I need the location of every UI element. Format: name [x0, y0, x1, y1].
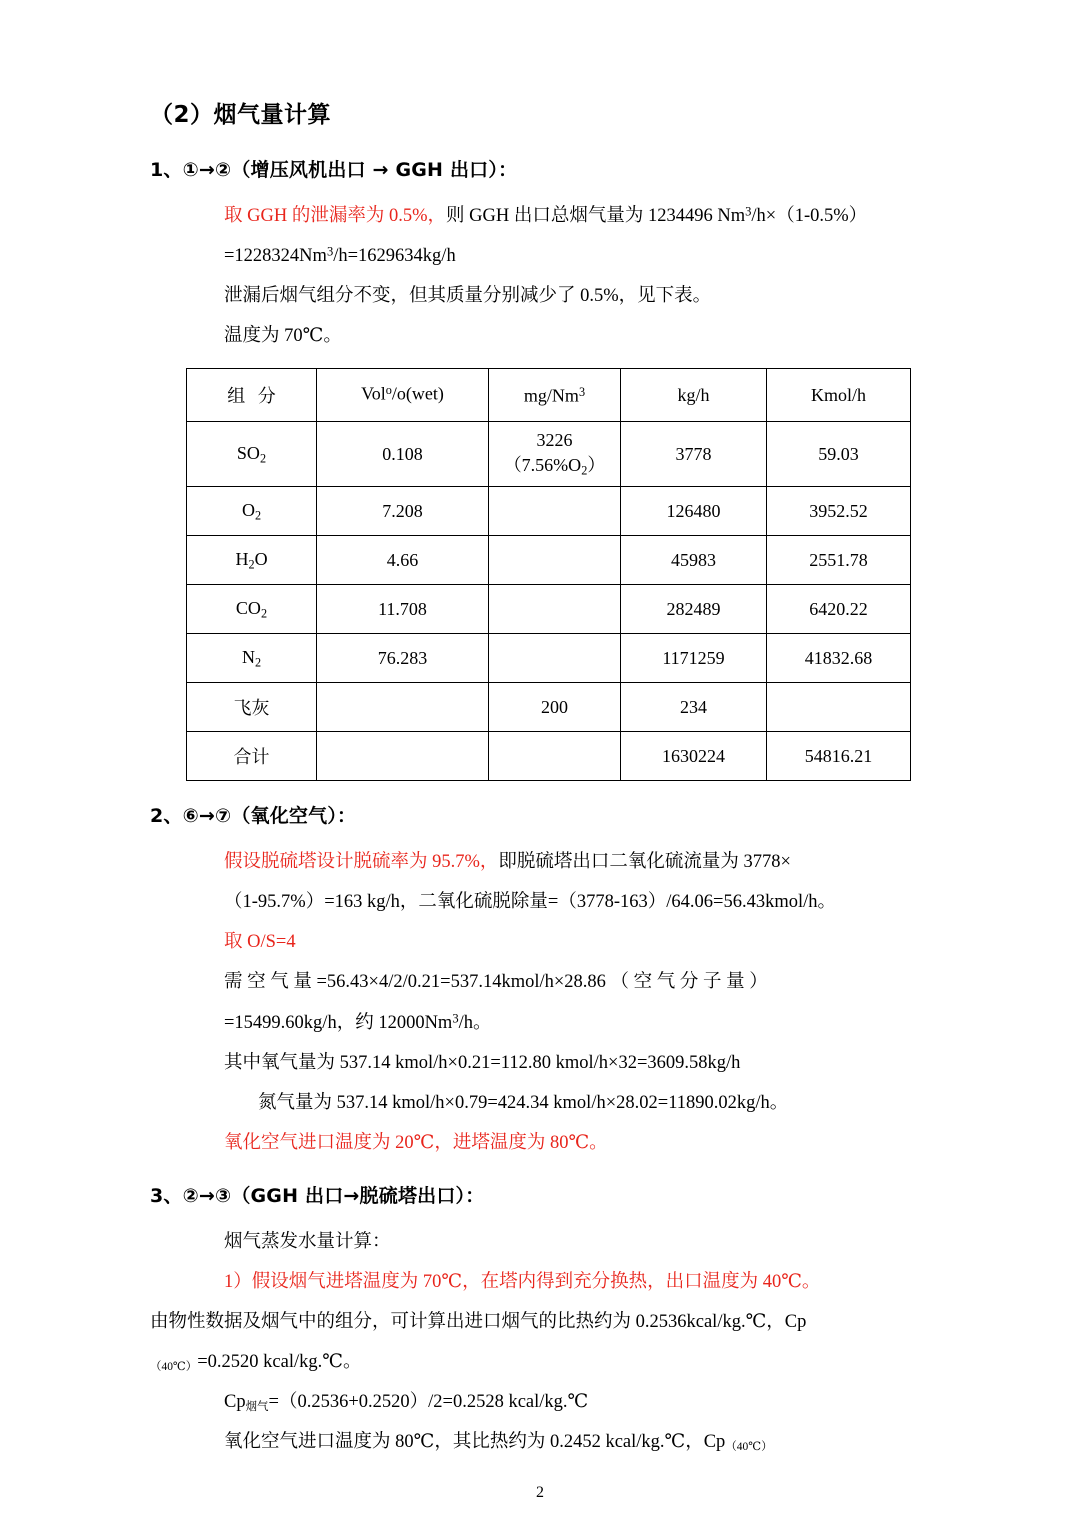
cell-vol	[317, 732, 489, 781]
table-row	[187, 422, 911, 487]
cell-kmolh: 2551.78	[767, 536, 911, 585]
section-1-line-1	[150, 198, 930, 234]
section-2-line-1-red: 假设脱硫塔设计脱硫率为 95.7%，	[224, 852, 499, 873]
section-1-line-3: 泄漏后烟气组分不变，但其质量分别减少了 0.5%，见下表。	[224, 286, 712, 307]
cell-kmolh	[767, 683, 911, 732]
cell-vol: 4.66	[317, 536, 489, 585]
cell-kgh: 1630224	[621, 732, 767, 781]
section-3-line-4	[150, 1344, 930, 1380]
table-header-kgh: kg/h	[621, 369, 767, 422]
cell-vol	[317, 683, 489, 732]
section-2-title: 2、⑥→⑦（氧化空气）：	[150, 805, 357, 828]
section-1-line-1-text: 则 GGH 出口总烟气量为 1234496 $Nm^3/h\times(1-0.5\%)$	[446, 204, 868, 226]
cell-mg	[489, 585, 621, 634]
table-row	[187, 585, 911, 634]
cell-vol: 76.283	[317, 634, 489, 683]
cell-component: $SO_2$	[187, 422, 317, 487]
section-2-line-2: （1-95.7%）=163 kg/h，二氧化硫脱除量=（3778-163）/64.06=56.43kmol/h。	[224, 892, 836, 913]
table-header-kmolh: Kmol/h	[767, 369, 911, 422]
section-3-line-6-text: 氧化空气进口温度为 80℃，其比热约为 0.2452 kcal/kg.℃，Cp	[224, 1432, 726, 1453]
section-3-title: 3、②→③（GGH 出口→脱硫塔出口）：	[150, 1184, 485, 1207]
flue-gas-table	[186, 368, 911, 781]
section-3-line-5	[150, 1384, 930, 1420]
cell-component: $N_2$	[187, 634, 317, 683]
cell-mg	[489, 634, 621, 683]
cell-kmolh: 3952.52	[767, 487, 911, 536]
cell-vol: 7.208	[317, 487, 489, 536]
section-2-line-1	[150, 844, 930, 880]
cell-component: $O_2$	[187, 487, 317, 536]
cell-mg	[489, 487, 621, 536]
section-2-line-8: 氧化空气进口温度为 20℃，进塔温度为 80℃。	[224, 1132, 608, 1153]
section-1-title: 1、①→②（增压风机出口 → GGH 出口）：	[150, 159, 518, 181]
section-2-line-4: 需 空 气 量 =56.43×4/2/0.21=537.14kmol/h×28.86 （ 空 气 分 子 量 ）	[224, 972, 768, 993]
section-3-line-6-sub: （40℃）	[725, 1440, 773, 1453]
page-number: 2	[536, 1484, 544, 1501]
table-row	[187, 487, 911, 536]
section-3-line-4-sub: （40℃）	[150, 1360, 198, 1373]
cell-kgh: 282489	[621, 585, 767, 634]
cell-kmolh: 6420.22	[767, 585, 911, 634]
cell-component: $H_2O$	[187, 536, 317, 585]
table-row	[187, 732, 911, 781]
cell-kmolh: 41832.68	[767, 634, 911, 683]
table-row	[187, 536, 911, 585]
cell-vol: 0.108	[317, 422, 489, 487]
section-1-line-1-red: 取 GGH 的泄漏率为 0.5%，	[224, 206, 446, 226]
section-3-line-1: 烟气蒸发水量计算：	[224, 1231, 391, 1252]
cell-kgh: 3778	[621, 422, 767, 487]
section-3-line-3: 由物性数据及烟气中的组分，可计算出进口烟气的比热约为 0.2536kcal/kg.℃，Cp	[150, 1311, 807, 1332]
cell-kgh: 1171259	[621, 634, 767, 683]
section-1-line-2: $=1228324Nm^3/h=1629634kg/h$	[224, 244, 456, 267]
cell-kgh: 45983	[621, 536, 767, 585]
section-2-line-1-text: 即脱硫塔出口二氧化硫流量为 3778×	[498, 852, 791, 873]
cell-vol: 11.708	[317, 585, 489, 634]
section-1-line-4: 温度为 70℃。	[224, 326, 342, 347]
section-2-line-6: 其中氧气量为 537.14 kmol/h×0.21=112.80 kmol/h×32=3609.58kg/h	[224, 1052, 741, 1073]
cell-kgh: 234	[621, 683, 767, 732]
cell-mg	[489, 536, 621, 585]
cell-kmolh: 54816.21	[767, 732, 911, 781]
cell-mg	[489, 732, 621, 781]
cell-kgh: 126480	[621, 487, 767, 536]
section-3-line-5-sub: 烟气	[245, 1400, 269, 1413]
section-3-line-6	[150, 1424, 930, 1460]
section-3-line-2: 1）假设烟气进塔温度为 70℃，在塔内得到充分换热，出口温度为 40℃。	[224, 1271, 821, 1292]
cell-component: $CO_2$	[187, 585, 317, 634]
page-title: （2）烟气量计算	[150, 102, 332, 128]
section-2-line-3: 取 O/S=4	[224, 932, 296, 953]
table-row	[187, 634, 911, 683]
cell-mg: 200	[489, 683, 621, 732]
section-3-line-5-pre: Cp	[224, 1392, 246, 1412]
table-header-row	[187, 369, 911, 422]
cell-kmolh: 59.03	[767, 422, 911, 487]
cell-component: 飞灰	[187, 683, 317, 732]
table-row	[187, 683, 911, 732]
section-2-line-5: =15499.60kg/h，约 12000Nm$^3$/h。	[224, 1010, 492, 1033]
section-3-line-5-text: =（0.2536+0.2520）/2=0.2528 kcal/kg.℃	[268, 1392, 589, 1412]
table-header-vol: Vol$^o$/o(wet)	[317, 369, 489, 422]
cell-component: 合计	[187, 732, 317, 781]
table-header-mg: mg/Nm$^3$	[489, 369, 621, 422]
cell-mg: 3226 $(7.56\%O_2)$	[489, 422, 621, 487]
section-3-line-4-text: =0.2520 kcal/kg.℃。	[197, 1351, 362, 1372]
section-2-line-7: 氮气量为 537.14 kmol/h×0.79=424.34 kmol/h×28.02=11890.02kg/h。	[258, 1092, 789, 1113]
table-header-component: 组 分	[187, 369, 317, 422]
